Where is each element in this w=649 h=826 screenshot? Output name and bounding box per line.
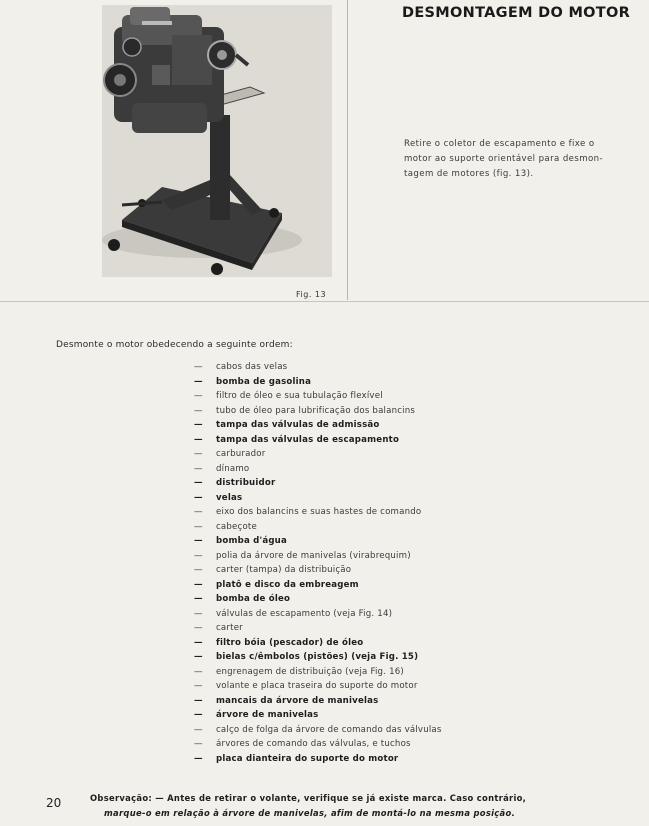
step-text: árvore de manivelas <box>216 710 319 720</box>
disassembly-step <box>194 578 442 593</box>
disassembly-step <box>194 549 442 564</box>
step-text: bomba d'água <box>216 536 288 546</box>
disassembly-step <box>194 389 442 404</box>
step-dash: — <box>194 666 203 677</box>
step-dash: — <box>194 492 203 503</box>
disassembly-step <box>194 476 442 491</box>
step-text: engrenagem de distribuição (veja Fig. 16) <box>216 666 404 677</box>
step-text: dínamo <box>216 463 250 474</box>
step-text: tubo de óleo para lubrificação dos balancins <box>216 405 416 416</box>
step-dash: — <box>194 753 203 764</box>
disassembly-steps-list <box>194 360 442 766</box>
disassembly-step <box>194 607 442 622</box>
intro-line: tagem de motores (fig. 13). <box>404 169 534 179</box>
step-text: bomba de gasolina <box>216 376 312 387</box>
step-dash: — <box>194 536 203 546</box>
disassembly-step <box>194 737 442 752</box>
disassembly-step <box>194 679 442 694</box>
step-dash: — <box>194 405 203 416</box>
disassembly-step <box>194 723 442 738</box>
step-text: eixo dos balancins e suas hastes de comando <box>216 507 422 517</box>
intro-line: Retire o coletor de escapamento e fixe o <box>404 139 595 149</box>
step-dash: — <box>194 478 203 488</box>
step-dash: — <box>194 652 203 662</box>
disassembly-step <box>194 462 442 477</box>
step-text: filtro bóia (pescador) de óleo <box>216 637 364 648</box>
page-title: DESMONTAGEM DO MOTOR <box>402 5 631 21</box>
step-dash: — <box>194 391 203 401</box>
disassembly-step <box>194 563 442 578</box>
step-text: placa dianteira do suporte do motor <box>216 753 399 764</box>
intro-line: motor ao suporte orientável para desmon- <box>404 154 604 164</box>
step-dash: — <box>194 608 203 619</box>
step-text: bomba de óleo <box>216 594 291 604</box>
step-dash: — <box>194 463 203 474</box>
step-dash: — <box>194 376 203 387</box>
observation-line: Observação: — Antes de retirar o volante, verifique se já existe marca. Caso contrário, <box>90 793 527 803</box>
horizontal-divider <box>0 301 649 302</box>
disassembly-step <box>194 360 442 375</box>
figure-caption: Fig. 13 <box>296 290 327 299</box>
order-lead-text: Desmonte o motor obedecendo a seguinte ordem: <box>56 340 293 350</box>
step-dash: — <box>194 637 203 648</box>
disassembly-step <box>194 491 442 506</box>
disassembly-step <box>194 404 442 419</box>
disassembly-step <box>194 534 442 549</box>
step-text: calço de folga da árvore de comando das válvulas <box>216 724 442 735</box>
disassembly-step <box>194 447 442 462</box>
step-text: carter (tampa) da distribuição <box>216 565 352 575</box>
disassembly-step <box>194 375 442 390</box>
step-text: bielas c/êmbolos (pistões) (veja Fig. 15) <box>216 652 419 662</box>
disassembly-step <box>194 433 442 448</box>
observation-note <box>90 791 630 821</box>
step-dash: — <box>194 623 203 633</box>
step-text: mancais da árvore de manivelas <box>216 695 379 706</box>
step-dash: — <box>194 710 203 720</box>
step-dash: — <box>194 739 203 749</box>
step-text: filtro de óleo e sua tubulação flexível <box>216 391 383 401</box>
step-dash: — <box>194 521 203 532</box>
step-dash: — <box>194 420 203 430</box>
step-dash: — <box>194 681 203 691</box>
step-text: válvulas de escapamento (veja Fig. 14) <box>216 608 393 619</box>
step-dash: — <box>194 695 203 706</box>
disassembly-step <box>194 650 442 665</box>
disassembly-step <box>194 636 442 651</box>
step-text: tampa das válvulas de admissão <box>216 420 380 430</box>
step-text: polia da árvore de manivelas (virabrequim) <box>216 550 411 561</box>
step-text: volante e placa traseira do suporte do motor <box>216 681 418 691</box>
step-dash: — <box>194 565 203 575</box>
intro-paragraph <box>404 137 640 182</box>
step-text: cabeçote <box>216 521 257 532</box>
disassembly-step <box>194 665 442 680</box>
disassembly-step <box>194 694 442 709</box>
disassembly-step <box>194 520 442 535</box>
step-dash: — <box>194 594 203 604</box>
step-text: tampa das válvulas de escapamento <box>216 434 400 445</box>
observation-line: marque-o em relação à árvore de manivelas, afim de montá-lo na mesma posição. <box>104 808 516 818</box>
step-dash: — <box>194 724 203 735</box>
step-dash: — <box>194 507 203 517</box>
step-dash: — <box>194 362 203 372</box>
disassembly-step <box>194 418 442 433</box>
page-number: 20 <box>46 796 62 810</box>
step-dash: — <box>194 550 203 561</box>
disassembly-step <box>194 708 442 723</box>
step-text: cabos das velas <box>216 362 288 372</box>
step-text: distribuidor <box>216 478 276 488</box>
engine-stand-photo <box>102 5 332 277</box>
step-text: árvores de comando das válvulas, e tuchos <box>216 739 411 749</box>
disassembly-step <box>194 752 442 767</box>
step-text: platô e disco da embreagem <box>216 579 359 590</box>
step-text: carburador <box>216 449 266 459</box>
disassembly-step <box>194 592 442 607</box>
step-text: velas <box>216 492 243 503</box>
disassembly-step <box>194 621 442 636</box>
disassembly-step <box>194 505 442 520</box>
step-dash: — <box>194 449 203 459</box>
step-dash: — <box>194 579 203 590</box>
vertical-divider <box>347 0 348 300</box>
engine-on-stand-illustration <box>102 5 332 277</box>
step-dash: — <box>194 434 203 445</box>
step-text: carter <box>216 623 243 633</box>
